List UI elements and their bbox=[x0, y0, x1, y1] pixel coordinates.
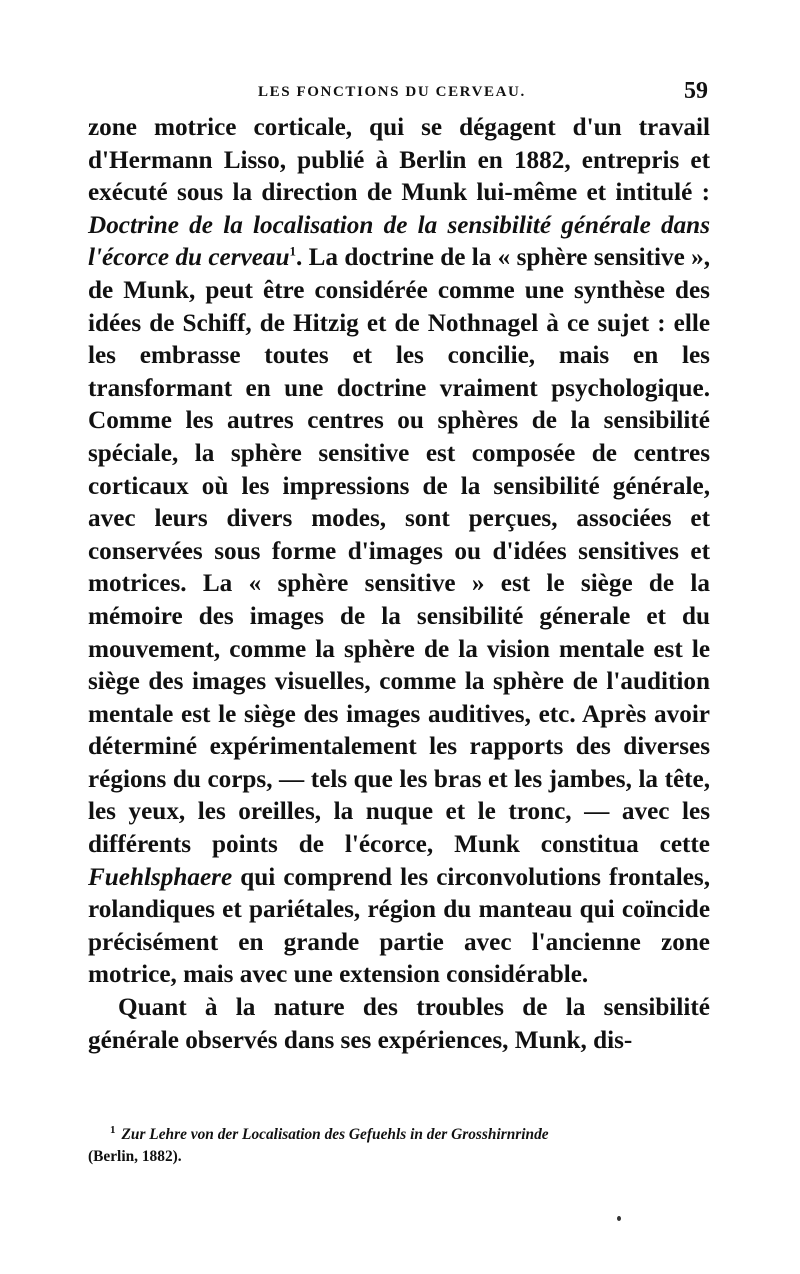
footnote-reference: 1 bbox=[289, 243, 296, 259]
body-text bbox=[88, 112, 710, 1057]
running-title: LES FONCTIONS DU CERVEAU. bbox=[258, 84, 526, 100]
paragraph-1-text-c: qui comprend les circonvolutions frontales, rolandiques et pariétales, région du manteau qui coïncide précisément en grande partie avec l'ancienne zone motrice, mais avec une extension considérable. bbox=[88, 863, 710, 989]
footnote-title: Zur Lehre von der Localisation des Gefuehls in der Grosshirnrinde bbox=[121, 1126, 549, 1143]
footnote bbox=[88, 1124, 710, 1168]
technical-term: Fuehlsphaere bbox=[88, 863, 233, 891]
ink-speck bbox=[617, 1216, 621, 1221]
running-head bbox=[88, 78, 708, 108]
footnote-number: 1 bbox=[110, 1123, 116, 1136]
page-number: 59 bbox=[684, 78, 708, 104]
paragraph-1-text-b: . La doctrine de la « sphère sensitive », de Munk, peut être considérée comme une synthèse des idées de Schiff, de Hitzig et de Nothnagel à ce sujet : elle les embrasse toutes et les concilie, mais en les transformant en une doctrine vraiment psychologique. Comme les autres centres ou sphères de la sensibilité spéciale, la sphère sensitive est composée de centres corticaux où les impressions de la sensibilité générale, avec leurs divers modes, sont perçues, associées et conservées sous forme d'images ou d'idées sensitives et motrices. La « sphère sensitive » est le siège de la mémoire des images de la sensibilité génerale et du mouvement, comme la sphère de la vision mentale est le siège des images visuelles, comme la sphère de l'audition mentale est le siège des images auditives, etc. Après avoir déterminé expérimentalement les rapports des diverses régions du corps, — tels que les bras et les jambes, la tête, les yeux, les oreilles, la nuque et le tronc, — avec les différents points de l'écorce, Munk constitua cette bbox=[88, 244, 710, 859]
cited-work-title: Doctrine de la localisation de la sensibilité générale dans l'écorce du cerveau bbox=[88, 211, 710, 272]
paragraph-2: Quant à la nature des troubles de la sensibilité générale observés dans ses expériences, Munk, dis- bbox=[88, 994, 710, 1054]
paragraph-1 bbox=[88, 112, 710, 992]
paragraph-1-text-a: zone motrice corticale, qui se dégagent d'un travail d'Hermann Lisso, publié à Berlin en 1882, entrepris et exécuté sous la direction de Munk lui-même et intitulé : bbox=[88, 114, 710, 207]
footnote-source: (Berlin, 1882). bbox=[88, 1148, 182, 1165]
